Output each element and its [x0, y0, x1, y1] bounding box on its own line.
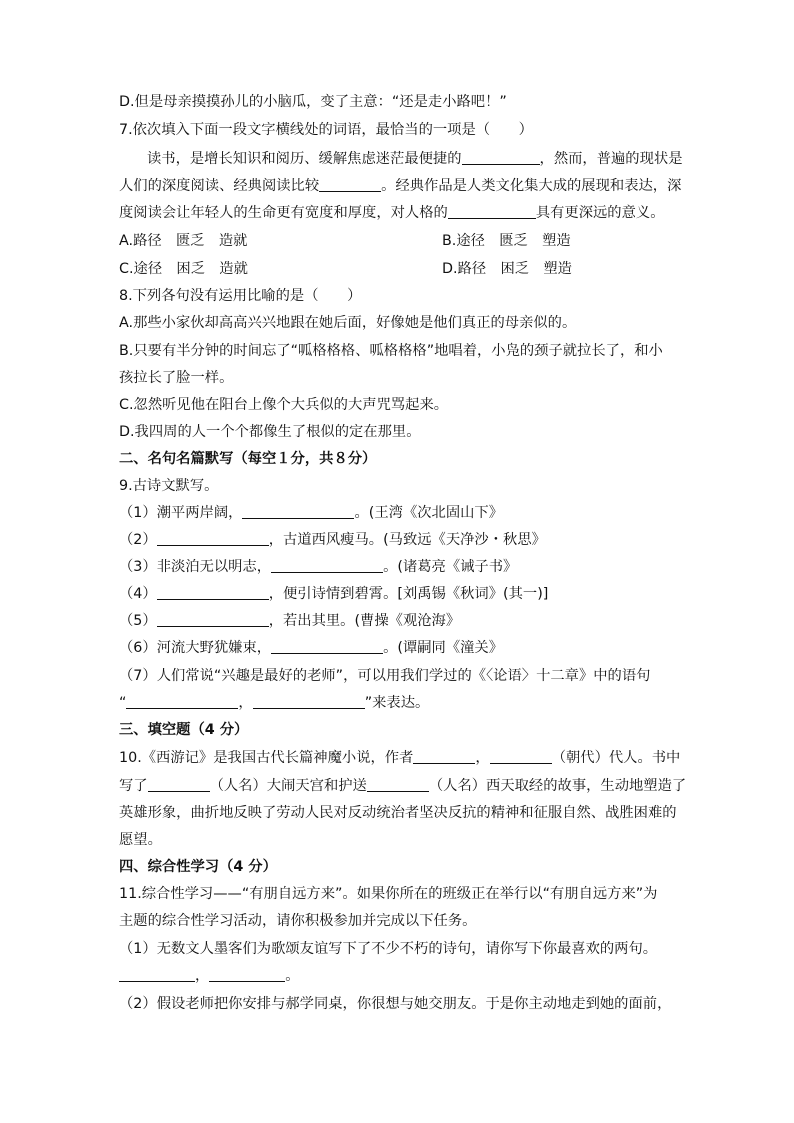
text-line	[119, 503, 684, 523]
section-heading	[119, 857, 684, 877]
text-segment: B.只要有半分钟的时间忘了“呱格格格、呱格格格”地唱着，小凫的颈子就拉长了，和小	[119, 343, 663, 359]
answer-blank[interactable]	[148, 776, 210, 792]
text-line	[119, 530, 684, 550]
text-segment: 愿望。	[119, 832, 162, 848]
text-segment: 二、名句名篇默写（每空１分，共８分）	[119, 451, 377, 467]
text-segment: 。(诸葛亮《诫子书》	[383, 559, 518, 575]
text-segment: 10.《西游记》是我国古代长篇神魔小说，作者	[119, 750, 414, 766]
text-segment: ，古道西风瘦马。(马致远《天净沙・秋思》	[268, 532, 546, 548]
answer-blank[interactable]	[209, 966, 285, 982]
answer-blank[interactable]	[319, 176, 381, 192]
answer-blank[interactable]	[119, 966, 195, 982]
text-segment: 四、综合性学习（4 分）	[119, 859, 277, 875]
text-line	[119, 693, 684, 713]
text-line	[119, 395, 684, 415]
answer-blank[interactable]	[271, 557, 383, 573]
text-line	[119, 341, 684, 361]
answer-blank[interactable]	[157, 584, 269, 600]
text-line	[119, 92, 684, 112]
text-line	[119, 313, 684, 333]
answer-option: B.途径 匮乏 塑造	[442, 233, 571, 249]
text-segment: （朝代）代人。书中	[551, 750, 681, 766]
text-line	[119, 776, 687, 796]
text-line	[119, 830, 684, 850]
text-line	[119, 966, 684, 986]
answer-option: D.路径 困乏 塑造	[442, 261, 572, 277]
text-segment: ，若出其里。(曹操《观沧海》	[268, 613, 461, 629]
text-segment: （人名）大闹天宫和护送	[209, 778, 367, 794]
answer-blank[interactable]	[157, 530, 269, 546]
text-line	[119, 176, 684, 196]
text-segment: （5）	[119, 613, 157, 629]
text-segment: D.我四周的人一个个都像生了根似的定在那里。	[119, 424, 421, 440]
text-line	[119, 368, 684, 388]
text-line	[119, 666, 684, 686]
text-segment: 。经典作品是人类文化集大成的展现和表达，深	[381, 178, 682, 194]
text-segment: 。	[285, 968, 300, 984]
text-segment: ，	[238, 695, 253, 711]
text-segment: 主题的综合性学习活动，请你积极参加并完成以下任务。	[119, 913, 477, 929]
text-segment: ，	[475, 750, 490, 766]
text-line	[119, 203, 684, 223]
answer-blank[interactable]	[242, 503, 354, 519]
text-segment: 度阅读会让年轻人的生命更有宽度和厚度，对人格的	[119, 205, 448, 221]
text-segment: 三、填空题（4 分）	[119, 722, 249, 738]
answer-option: A.路径 匮乏 造就	[119, 233, 248, 249]
text-line	[119, 638, 684, 658]
section-heading	[119, 720, 684, 740]
text-segment: “	[119, 695, 127, 711]
text-segment: 人们的深度阅读、经典阅读比较	[119, 178, 320, 194]
text-line	[119, 939, 684, 959]
text-segment: （人名）西天取经的故事，生动地塑造了	[428, 778, 687, 794]
answer-blank[interactable]	[126, 693, 238, 709]
answer-blank[interactable]	[413, 748, 475, 764]
text-line	[119, 476, 684, 496]
text-segment: ，	[195, 968, 210, 984]
text-segment: D.但是母亲摸摸孙儿的小脑瓜，变了主意：“还是走小路吧！”	[119, 94, 507, 110]
answer-blank[interactable]	[462, 149, 540, 165]
answer-blank[interactable]	[271, 638, 383, 654]
text-segment: 孩拉长了脸一样。	[119, 370, 234, 386]
text-line	[119, 911, 684, 931]
text-segment: （1）潮平两岸阔，	[119, 505, 243, 521]
text-segment: ，然而，普遍的现状是	[539, 151, 683, 167]
text-line	[119, 422, 684, 442]
text-segment: （6）河流大野犹嫌束，	[119, 640, 272, 656]
answer-option: C.途径 困乏 造就	[119, 261, 248, 277]
text-segment: 具有更深远的意义。	[535, 205, 665, 221]
text-line	[119, 748, 684, 768]
answer-blank[interactable]	[448, 203, 536, 219]
answer-blank[interactable]	[157, 611, 269, 627]
text-segment: （7）人们常说“兴趣是最好的老师”，可以用我们学过的《〈论语〉十二章》中的语句	[119, 668, 651, 684]
text-line	[119, 584, 684, 604]
text-segment: ”来表达。	[364, 695, 430, 711]
text-segment: 7.依次填入下面一段文字横线处的词语，最恰当的一项是（ ）	[119, 122, 533, 138]
section-heading	[119, 449, 684, 469]
text-line	[119, 286, 684, 306]
text-segment: 9.古诗文默写。	[119, 478, 219, 494]
answer-blank[interactable]	[253, 693, 365, 709]
text-segment: C.忽然听见他在阳台上像个大兵似的大声咒骂起来。	[119, 397, 449, 413]
answer-blank[interactable]	[367, 776, 429, 792]
text-line	[119, 803, 684, 823]
text-segment: 11.综合性学习——“有朋自远方来”。如果你所在的班级正在举行以“有朋自远方来”为	[119, 886, 658, 902]
text-line	[119, 611, 684, 631]
text-segment: （2）假设老师把你安排与郝学同桌，你很想与她交朋友。于是你主动地走到她的面前，	[119, 996, 672, 1012]
text-segment: A.那些小家伙却高高兴兴地跟在她后面，好像她是他们真正的母亲似的。	[119, 315, 577, 331]
text-segment: （1）无数文人墨客们为歌颂友谊写下了不少不朽的诗句，请你写下你最喜欢的两句。	[119, 941, 658, 957]
answer-blank[interactable]	[490, 748, 552, 764]
text-segment: 。(谭嗣同《潼关》	[383, 640, 504, 656]
text-segment: （4）	[119, 586, 157, 602]
text-line	[119, 120, 684, 140]
text-line	[119, 994, 684, 1014]
text-segment: 8.下列各句没有运用比喻的是（ ）	[119, 288, 362, 304]
text-line	[119, 557, 684, 577]
text-segment: 。(王湾《次北固山下》	[354, 505, 504, 521]
text-segment: 英雄形象，曲折地反映了劳动人民对反动统治者坚决反抗的精神和征服自然、战胜困难的	[119, 805, 677, 821]
text-segment: 读书，是增长知识和阅历、缓解焦虑迷茫最便捷的	[147, 151, 462, 167]
text-segment: （2）	[119, 532, 157, 548]
text-segment: ，便引诗情到碧霄。[刘禹锡《秋词》(其一)]	[268, 586, 549, 602]
text-segment: （3）非淡泊无以明志，	[119, 559, 272, 575]
text-line	[119, 149, 684, 169]
text-segment: 写了	[119, 778, 148, 794]
text-line	[119, 884, 684, 904]
